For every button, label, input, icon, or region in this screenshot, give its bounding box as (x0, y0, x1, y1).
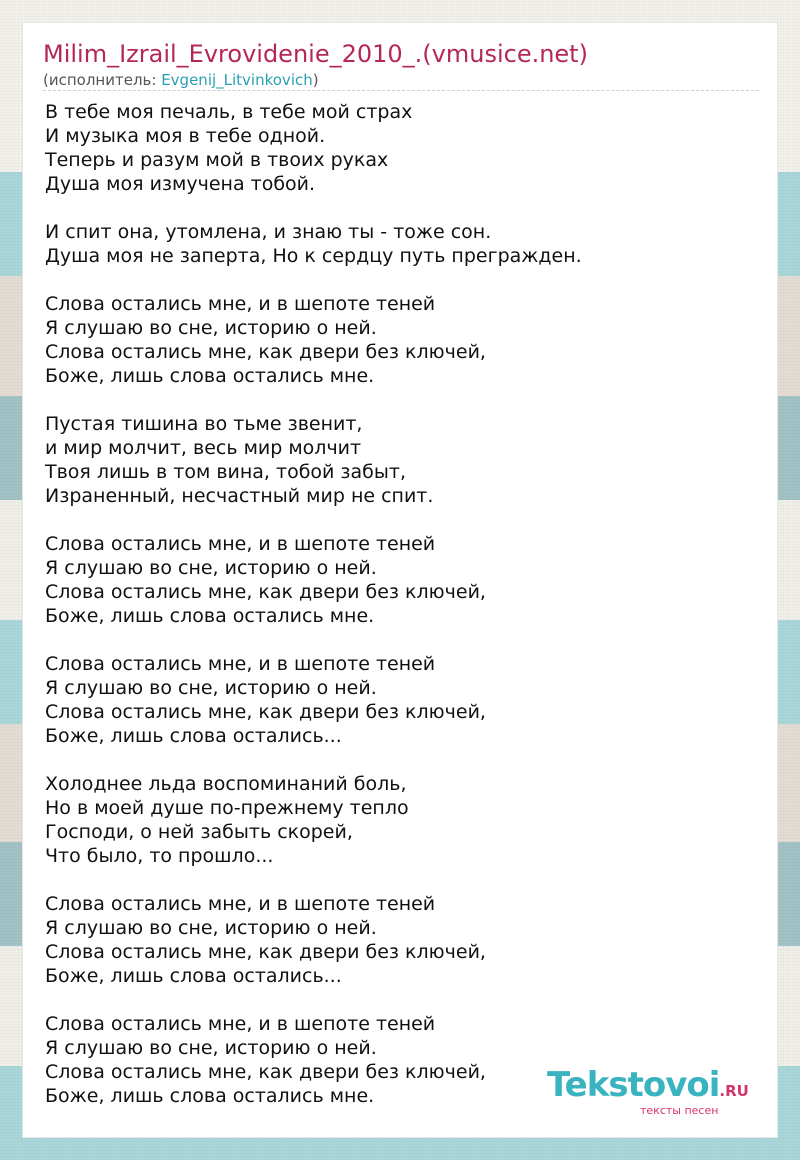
lyric-line: Слова остались мне, как двери без ключей, (45, 341, 486, 363)
lyric-line: Я слушаю во сне, историю о ней. (45, 1037, 377, 1059)
lyric-line: Слова остались мне, и в шепоте теней (45, 653, 436, 675)
artist-link[interactable]: Evgenij_Litvinkovich (161, 71, 313, 89)
lyrics-body (45, 100, 582, 1108)
stanza (45, 892, 582, 988)
lyric-line: Я слушаю во сне, историю о ней. (45, 917, 377, 939)
lyric-line: Холоднее льда воспоминаний боль, (45, 773, 407, 795)
stanza (45, 412, 582, 508)
lyric-line: Твоя лишь в том вина, тобой забыт, (45, 461, 406, 483)
stanza (45, 1012, 582, 1108)
lyric-line: Слова остались мне, как двери без ключей, (45, 701, 486, 723)
stanza (45, 292, 582, 388)
stanza (45, 652, 582, 748)
lyric-line: Боже, лишь слова остались мне. (45, 605, 375, 627)
lyrics-card (22, 22, 778, 1138)
stanza (45, 100, 582, 196)
logo-tld: .RU (719, 1082, 749, 1100)
lyric-line: Израненный, несчастный мир не спит. (45, 485, 434, 507)
lyric-line: И музыка моя в тебе одной. (45, 125, 326, 147)
lyric-line: и мир молчит, весь мир молчит (45, 437, 362, 459)
lyric-line: В тебе моя печаль, в тебе мой страх (45, 101, 413, 123)
performer-line (43, 71, 319, 89)
lyric-line: Теперь и разум мой в твоих руках (45, 149, 389, 171)
lyric-line: Я слушаю во сне, историю о ней. (45, 677, 377, 699)
stanza (45, 772, 582, 868)
lyric-line: Слова остались мне, как двери без ключей, (45, 1061, 486, 1083)
lyric-line: Боже, лишь слова остались мне. (45, 1085, 375, 1107)
lyric-line: Душа моя измучена тобой. (45, 173, 316, 195)
logo-tagline: тексты песен (640, 1104, 719, 1117)
lyric-line: Боже, лишь слова остались мне. (45, 365, 375, 387)
divider (43, 90, 759, 91)
performer-prefix: (исполнитель: (43, 71, 162, 89)
lyric-line: Слова остались мне, как двери без ключей, (45, 941, 486, 963)
page-title: Milim_Izrail_Evrovidenie_2010_.(vmusice.net) (43, 40, 588, 68)
lyric-line: Слова остались мне, и в шепоте теней (45, 533, 436, 555)
lyric-line: Я слушаю во сне, историю о ней. (45, 317, 377, 339)
lyric-line: Слова остались мне, и в шепоте теней (45, 1013, 436, 1035)
stanza (45, 532, 582, 628)
lyric-line: И спит она, утомлена, и знаю ты - тоже сон. (45, 221, 492, 243)
lyric-line: Господи, о ней забыть скорей, (45, 821, 353, 843)
lyric-line: Пустая тишина во тьме звенит, (45, 413, 363, 435)
lyric-line: Боже, лишь слова остались... (45, 965, 342, 987)
lyric-line: Но в моей душе по-прежнему тепло (45, 797, 409, 819)
stanza (45, 220, 582, 268)
lyric-line: Слова остались мне, и в шепоте теней (45, 893, 436, 915)
logo-brand: Tekstovoi (547, 1065, 720, 1105)
lyric-line: Что было, то прошло... (45, 845, 274, 867)
lyric-line: Боже, лишь слова остались... (45, 725, 342, 747)
lyric-line: Слова остались мне, как двери без ключей, (45, 581, 486, 603)
performer-suffix: ) (312, 71, 319, 89)
lyric-line: Душа моя не заперта, Но к сердцу путь прегражден. (45, 245, 582, 267)
lyric-line: Слова остались мне, и в шепоте теней (45, 293, 436, 315)
lyric-line: Я слушаю во сне, историю о ней. (45, 557, 377, 579)
